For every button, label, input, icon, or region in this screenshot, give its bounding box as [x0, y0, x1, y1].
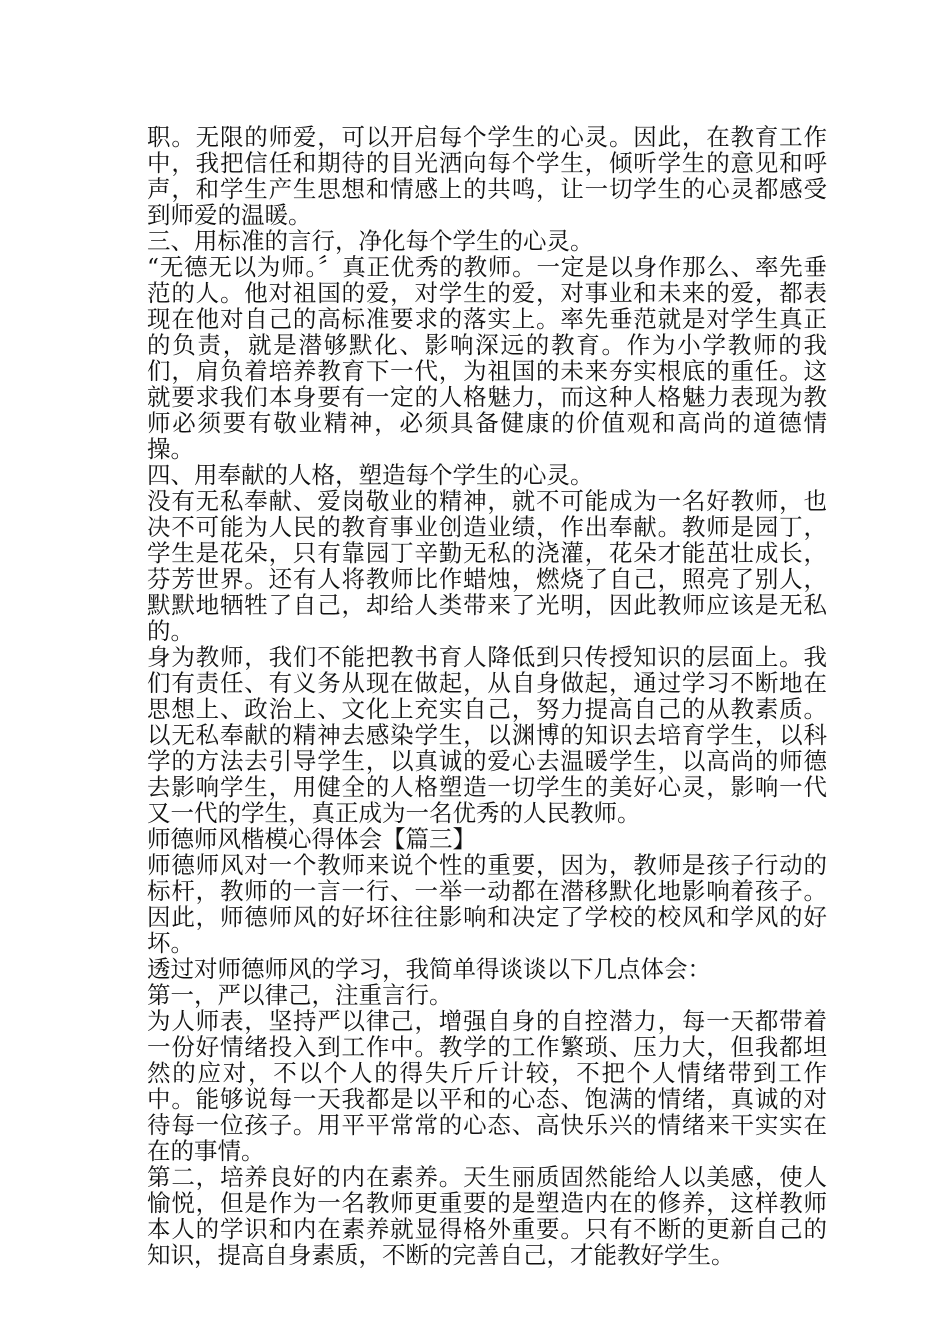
paragraph-1: 职。无限的师爱，可以开启每个学生的心灵。因此，在教育工作中，我把信任和期待的目光洒向每个学生，倾听学生的意见和呼声，和学生产生思想和情感上的共鸣，让一切学生的心灵都感受到师爱的温暖。	[147, 123, 827, 229]
paragraph-3: 没有无私奉献、爱岗敬业的精神，就不可能成为一名好教师，也决不可能为人民的教育事业创造业绩，作出奉献。教师是园丁，学生是花朵，只有靠园丁辛勤无私的浇灌，花朵才能茁壮成长，芬芳世界。还有人将教师比作蜡烛，燃烧了自己，照亮了别人，默默地牺牲了自己，却给人类带来了光明，因此教师应该是无私的。	[147, 487, 827, 645]
document-body	[147, 124, 827, 1268]
section-heading-4: 四、用奉献的人格，塑造每个学生的心灵。	[147, 461, 594, 489]
paragraph-6: 透过对师德师风的学习，我简单得谈谈以下几点体会：	[147, 955, 711, 983]
paragraph-5: 师德师风对一个教师来说个性的重要，因为，教师是孩子行动的标杆，教师的一言一行、一举一动都在潜移默化地影响着孩子。因此，师德师风的好坏往往影响和决定了学校的校风和学风的好坏。	[147, 851, 827, 957]
article-title-part3: 师德师风楷模心得体会【篇三】	[147, 825, 476, 853]
point-heading-1: 第一，严以律己，注重言行。	[147, 981, 453, 1009]
paragraph-8: 第二，培养良好的内在素养。天生丽质固然能给人以美感，使人愉悦，但是作为一名教师更重要的是塑造内在的修养，这样教师本人的学识和内在素养就显得格外重要。只有不断的更新自己的知识，提高自身素质，不断的完善自己，才能教好学生。	[147, 1163, 827, 1269]
paragraph-4: 身为教师，我们不能把教书育人降低到只传授知识的层面上。我们有责任、有义务从现在做起，从自身做起，通过学习不断地在思想上、政治上、文化上充实自己，努力提高自己的从教素质。以无私奉献的精神去感染学生，以渊博的知识去培育学生，以科学的方法去引导学生，以真诚的爱心去温暖学生，以高尚的师德去影响学生，用健全的人格塑造一切学生的美好心灵，影响一代又一代的学生，真正成为一名优秀的人民教师。	[147, 643, 827, 827]
paragraph-2: “无德无以为师。〞真正优秀的教师。一定是以身作那么、率先垂范的人。他对祖国的爱，对学生的爱，对事业和未来的爱，都表现在他对自己的高标准要求的落实上。率先垂范就是对学生真正的负责，就是潜够默化、影响深远的教育。作为小学教师的我们，肩负着培养教育下一代，为祖国的未来夯实根底的重任。这就要求我们本身要有一定的人格魅力，而这种人格魅力表现为教师必须要有敬业精神，必须具备健康的价值观和高尚的道德情操。	[147, 253, 827, 463]
paragraph-7: 为人师表，坚持严以律己，增强自身的自控潜力，每一天都带着一份好情绪投入到工作中。教学的工作繁琐、压力大，但我都坦然的应对，不以个人的得失斤斤计较，不把个人情绪带到工作中。能够说每一天我都是以平和的心态、饱满的情绪，真诚的对待每一位孩子。用平平常常的心态、高快乐兴的情绪来干实实在在的事情。	[147, 1007, 827, 1165]
section-heading-3: 三、用标准的言行，净化每个学生的心灵。	[147, 227, 594, 255]
